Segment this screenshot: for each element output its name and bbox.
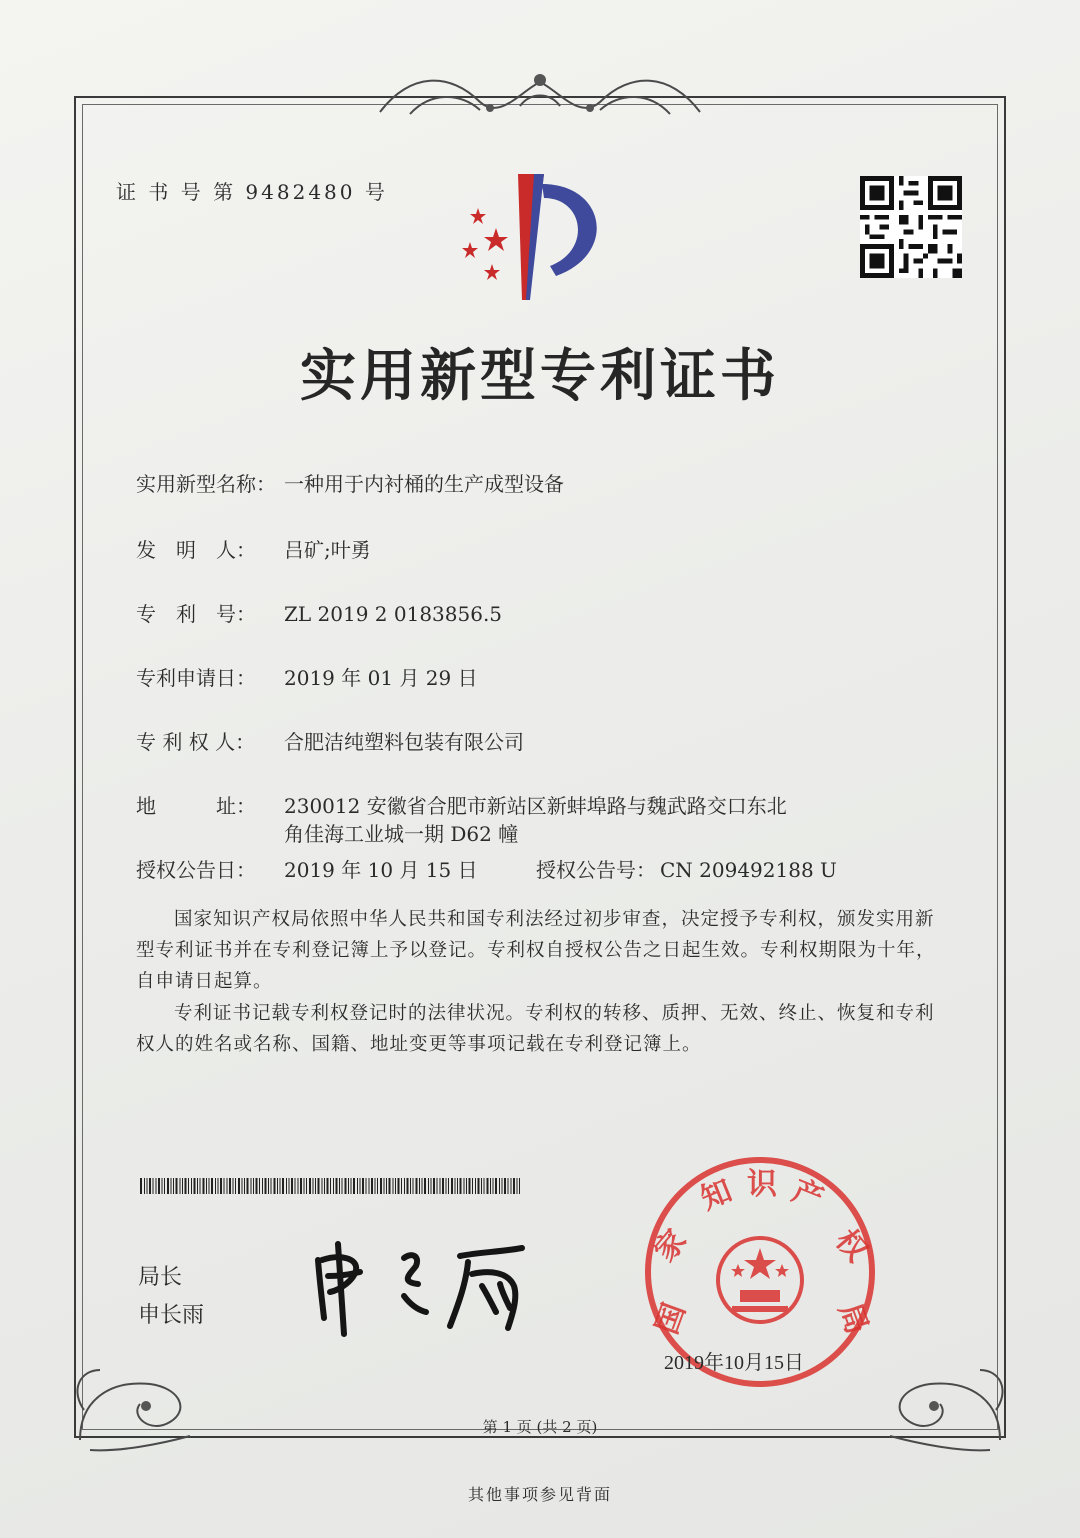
certificate-number: 证 书 号 第 9482480 号: [116, 180, 388, 204]
field-value: ZL 2019 2 0183856.5: [284, 602, 503, 626]
field-address: [136, 792, 787, 848]
field-value: 合肥洁纯塑料包装有限公司: [284, 730, 524, 754]
field-value: CN 209492188 U: [660, 858, 837, 882]
svg-text:国: 国: [649, 1298, 693, 1339]
field-patentee: [136, 728, 524, 756]
field-inventor: [136, 536, 371, 564]
field-label: 授权公告日：: [136, 858, 256, 882]
field-grant-number: [536, 856, 837, 884]
address-line-1: 230012 安徽省合肥市新站区新蚌埠路与魏武路交口东北: [284, 794, 787, 818]
handwritten-signature: [300, 1230, 550, 1340]
field-filing-date: [136, 664, 478, 692]
barcode: [140, 1178, 520, 1194]
svg-text:知: 知: [695, 1173, 737, 1218]
svg-text:产: 产: [787, 1173, 829, 1218]
cnipa-logo: [456, 170, 626, 310]
certificate-title: 实用新型专利证书: [300, 344, 780, 409]
svg-text:权: 权: [828, 1223, 875, 1269]
signatory-title: 局长: [138, 1265, 183, 1290]
field-label: 地 址：: [136, 794, 256, 818]
bottom-right-ornament: [870, 1340, 1020, 1460]
field-grant-date: [136, 856, 478, 884]
body-paragraph-1: 国家知识产权局依照中华人民共和国专利法经过初步审查，决定授予专利权，颁发实用新型专利证书并在专利登记簿上予以登记。专利权自授权公告之日起生效。专利权期限为十年，自申请日起算。: [136, 909, 936, 992]
field-value: [284, 792, 787, 848]
field-value: 2019 年 10 月 15 日: [284, 858, 478, 882]
field-label: 授权公告号：: [536, 858, 656, 882]
field-utility-model-name: [136, 470, 564, 498]
address-line-2: 角佳海工业城一期 D62 幢: [284, 822, 519, 846]
field-label: 实用新型名称：: [136, 472, 276, 496]
svg-text:家: 家: [647, 1223, 694, 1269]
field-value: 一种用于内衬桶的生产成型设备: [284, 472, 564, 496]
field-label: 专 利 权 人：: [136, 730, 256, 754]
svg-text:局: 局: [831, 1298, 875, 1339]
body-paragraph-2: 专利证书记载专利权登记时的法律状况。专利权的转移、质押、无效、终止、恢复和专利权人的姓名或名称、国籍、地址变更等事项记载在专利登记簿上。: [136, 1003, 935, 1055]
field-label: 发 明 人：: [136, 538, 256, 562]
field-label: 专利申请日：: [136, 666, 256, 690]
field-label: 专 利 号：: [136, 602, 256, 626]
field-value: 吕矿;叶勇: [284, 538, 371, 562]
bottom-left-ornament: [60, 1340, 210, 1460]
top-ornament: [370, 62, 710, 128]
seal-date: 2019年10月15日: [664, 1352, 804, 1374]
signatory-name: 申长雨: [138, 1303, 205, 1328]
page-number: 第 1 页 (共 2 页): [482, 1418, 598, 1436]
footer-note: 其他事项参见背面: [467, 1485, 612, 1504]
qr-code: [860, 176, 962, 278]
field-patent-number: [136, 600, 502, 628]
field-value: 2019 年 01 月 29 日: [284, 666, 478, 690]
svg-text:识: 识: [747, 1167, 777, 1202]
